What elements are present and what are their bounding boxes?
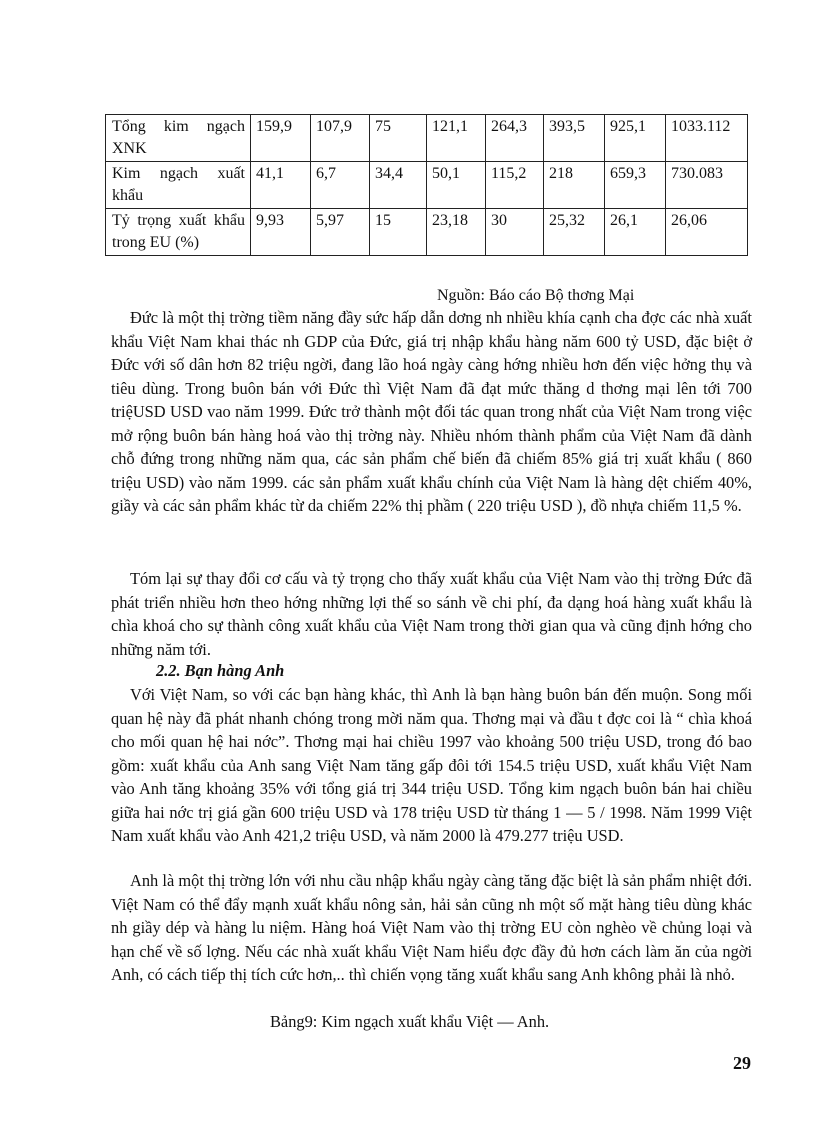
table-cell: 15 <box>370 209 427 256</box>
page-number: 29 <box>733 1053 751 1073</box>
table-cell: 23,18 <box>427 209 486 256</box>
table-cell: 75 <box>370 115 427 162</box>
table-cell: 50,1 <box>427 162 486 209</box>
paragraph-text: Tóm lại sự thay đổi cơ cấu và tỷ trọng cho thấy xuất khẩu của Việt Nam vào thị trờng Đức đã phát triển nhiều hơn theo hớng những lợi thế so sánh về chi phí, đa dạng hoá hàng xuất khẩu là chìa khoá cho sự thành công xuất khẩu của Việt Nam trong thời gian qua và cũng định hớng cho những năm tới. <box>111 569 752 659</box>
paragraph-text: Đức là một thị trờng tiềm năng đầy sức hấp dẫn dơng nh nhiều khía cạnh cha đợc các nhà xuất khẩu Việt Nam khai thác nh GDP của Đức, giá trị nhập khẩu hàng năm 600 tỷ USD, đặc biệt ở Đức với số dân hơn 82 triệu ngời, đang lão hoá ngày càng hớng nhiều hơn đến việc hởng thụ và tiêu dùng. Trong buôn bán với Đức thì Việt Nam đã đạt mức thăng d thơng mại lên tới 700 triệUSD USD vao năm 1999. Đức trở thành một đối tác quan trong nhất của Việt Nam trong việc mở rộng buôn bán hàng hoá vào thị trờng này. Nhiều nhóm thành phẩm của Việt Nam đã dành chỗ đứng trong những năm qua, các sản phẩm chế biến đã chiếm 85% giá trị xuất khẩu ( 860 triệu USD) vào năm 1999. các sản phẩm xuất khẩu chính của Việt Nam là hàng dệt chiếm 40%, giầy và các sản phẩm khác từ da chiếm 22% thị phầm ( 220 triệu USD ), đồ nhựa chiếm 11,5 %. <box>111 308 752 515</box>
table-cell: 1033.112 <box>666 115 748 162</box>
table-cell: 26,1 <box>605 209 666 256</box>
section-heading: 2.2. Bạn hàng Anh <box>156 661 285 680</box>
paragraph-uk-market <box>111 869 752 987</box>
table-cell: 925,1 <box>605 115 666 162</box>
table-cell: 6,7 <box>311 162 370 209</box>
table-cell: 30 <box>486 209 544 256</box>
table-caption: Bảng9: Kim ngạch xuất khẩu Việt — Anh. <box>270 1012 550 1031</box>
table-cell: 730.083 <box>666 162 748 209</box>
table-cell: 34,4 <box>370 162 427 209</box>
table-cell: 659,3 <box>605 162 666 209</box>
table-cell: 115,2 <box>486 162 544 209</box>
table-cell: 26,06 <box>666 209 748 256</box>
row-label: Kim ngạch xuất khẩu <box>106 162 251 209</box>
row-label: Tỷ trọng xuất khẩu trong EU (%) <box>106 209 251 256</box>
table-cell: 41,1 <box>251 162 311 209</box>
table-row <box>106 115 748 162</box>
table-cell: 218 <box>544 162 605 209</box>
table-cell: 9,93 <box>251 209 311 256</box>
table-cell: 159,9 <box>251 115 311 162</box>
table-row <box>106 162 748 209</box>
table-cell: 107,9 <box>311 115 370 162</box>
paragraph-germany-market <box>111 306 752 518</box>
trade-table <box>105 114 748 256</box>
table-cell: 5,97 <box>311 209 370 256</box>
paragraph-text: Anh là một thị trờng lớn với nhu cầu nhập khẩu ngày càng tăng đặc biệt là sản phẩm nhiệt đới. Việt Nam có thể đẩy mạnh xuất khẩu nông sản, hải sản cũng nh một số mặt hàng tiêu dùng khác nh giầy dép và hàng lu niệm. Hàng hoá Việt Nam vào thị trờng EU còn nghèo về chủng loại và hạn chế về số lợng. Nếu các nhà xuất khẩu Việt Nam hiểu đợc đầy đủ hơn cách làm ăn của ngời Anh, có cách tiếp thị tích cức hơn,.. thì chiến vọng tăng xuất khẩu sang Anh không phải là nhỏ. <box>111 871 752 984</box>
table-cell: 393,5 <box>544 115 605 162</box>
table-source-note: Nguồn: Báo cáo Bộ thơng Mại <box>437 287 635 304</box>
table-cell: 121,1 <box>427 115 486 162</box>
row-label: Tổng kim ngạch XNK <box>106 115 251 162</box>
table-row <box>106 209 748 256</box>
paragraph-summary <box>111 567 752 661</box>
table-cell: 264,3 <box>486 115 544 162</box>
table-cell: 25,32 <box>544 209 605 256</box>
paragraph-uk-relations <box>111 683 752 848</box>
paragraph-text: Với Việt Nam, so với các bạn hàng khác, thì Anh là bạn hàng buôn bán đến muộn. Song mối quan hệ này đã phát nhanh chóng trong mời năm qua. Thơng mại và đầu t đợc coi là “ chìa khoá cho mối quan hệ hai nớc”. Thơng mại hai chiều 1997 vào khoảng 500 triệu USD, trong đó bao gồm: xuất khẩu của Anh sang Việt Nam tăng gấp đôi tới 154.5 triệu USD, xuất khẩu Việt Nam vào Anh tăng khoảng 35% với tổng giá trị 344 triệu USD. Tổng kim ngạch buôn bán hai chiều giữa hai nớc trị giá gần 600 triệu USD và 178 triệu USD từ tháng 1 — 5 / 1998. Năm 1999 Việt Nam xuất khẩu vào Anh 421,2 triệu USD, và năm 2000 là 479.277 triệu USD. <box>111 685 752 845</box>
